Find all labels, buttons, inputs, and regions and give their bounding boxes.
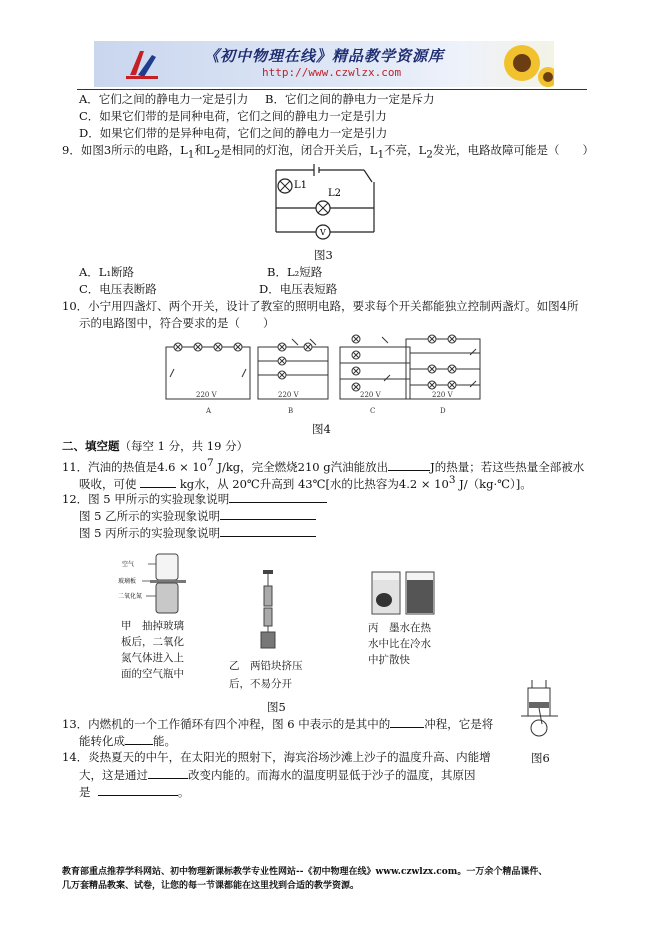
circuit-option-c <box>340 335 410 399</box>
q9-option-d: D．电压表短路 <box>259 282 338 296</box>
q8-option-a: A．它们之间的静电力一定是引力 <box>79 92 249 106</box>
q12-blank-bing[interactable] <box>220 525 316 537</box>
figure6-engine-diagram <box>518 676 562 742</box>
banner-title: 《初中物理在线》精品教学资源库 <box>204 47 445 65</box>
circuit-c-label: C <box>370 407 376 415</box>
header-rule <box>77 89 587 90</box>
q14-blank-reason[interactable] <box>98 784 178 796</box>
figure4-circuits <box>160 333 490 417</box>
circuit-a-voltage: 220 V <box>196 391 217 399</box>
q13-blank-energy[interactable] <box>125 733 153 745</box>
circuit-d-label: D <box>440 407 446 415</box>
q11-blank-heat[interactable] <box>388 459 430 471</box>
q10-line2: 示的电路图中，符合要求的是（ ） <box>79 316 275 330</box>
figure6-caption: 图6 <box>531 751 550 765</box>
footer-line1: 教育部重点推荐学科网站、初中物理新课标教学专业性网站--《初中物理在线》www.czwlzx.com。一万余个精品课件、 <box>62 867 548 877</box>
q9-option-a: A．L₁断路 <box>79 265 135 279</box>
q12-line2: 图 5 乙所示的实验现象说明 <box>79 508 316 524</box>
figure5-caption: 图5 <box>267 700 286 714</box>
banner-url[interactable]: http://www.czwlzx.com <box>262 66 402 79</box>
figure5-jia-diagram <box>118 550 190 622</box>
q12-blank-jia[interactable] <box>229 491 327 503</box>
jia-label-glass: 玻璃板 <box>118 578 137 585</box>
circuit-d-voltage: 220 V <box>432 391 453 399</box>
q11-blank-mass[interactable] <box>140 476 176 488</box>
site-logo <box>122 45 162 83</box>
circuit-a-label: A <box>206 407 212 415</box>
q14-line2: 大，这是通过 改变内能的。而海水的温度明显低于沙子的温度，其原因 <box>79 768 476 782</box>
q11-line1: 11．汽油的热值是$4.6 \times 10^7$ J/kg，完全燃烧210 g汽油能放出 J的热量；若这些热量全部被水 <box>62 457 585 474</box>
q8-option-c: C．如果它们带的是同种电荷，它们之间的静电力一定是引力 <box>79 109 387 123</box>
sunflower-image <box>486 41 554 87</box>
q13-line1: 13．内燃机的一个工作循环有四个冲程，图 6 中表示的是其中的 冲程，它是将 <box>62 717 494 731</box>
voltmeter-label: V <box>320 228 326 237</box>
figure5-bing-diagram <box>368 566 438 618</box>
q10-line1: 10．小宁用四盏灯、两个开关，设计了教室的照明电路，要求每个开关都能独立控制两盏灯。如图4所 <box>62 299 579 313</box>
figure5-yi-diagram <box>254 568 282 652</box>
q12-line1: 12．图 5 甲所示的实验现象说明 <box>62 491 327 507</box>
figure5-jia-text: 甲 抽掉玻璃 板后，二氧化 氮气体进入上 面的空气瓶中 <box>121 620 184 680</box>
footer-line2: 几万套精品教案、试卷，让您的每一节课都能在这里找到合适的教学资源。 <box>62 881 360 891</box>
jia-label-air: 空气 <box>122 561 135 568</box>
q9-option-c: C．电压表断路 <box>79 282 157 296</box>
lamp-l2-label: L2 <box>328 188 342 199</box>
q13-blank-stroke[interactable] <box>390 716 424 728</box>
figure4-caption: 图4 <box>312 422 331 436</box>
lamp-l1 <box>278 179 292 193</box>
q14-blank-method[interactable] <box>148 767 188 779</box>
circuit-b-label: B <box>288 407 294 415</box>
q12-blank-yi[interactable] <box>220 508 316 520</box>
q8-option-d: D．如果它们带的是异种电荷，它们之间的静电力一定是引力 <box>79 126 388 140</box>
site-banner <box>94 41 554 87</box>
q14-line3: 是 。 <box>79 785 190 799</box>
figure5-bing-text: 丙 墨水在热 水中比在冷水 中扩散快 <box>368 622 431 666</box>
circuit-c-voltage: 220 V <box>360 391 381 399</box>
figure5-yi-text: 乙 两铅块挤压 后，不易分开 <box>229 660 303 690</box>
circuit-option-b <box>258 339 328 399</box>
q11-line2: 吸收，可使 kg水，从 20℃升高到 43℃[水的比热容为$4.2 \times 10^3$ J/（kg·℃）]。 <box>79 474 532 491</box>
figure3-circuit <box>266 160 390 242</box>
figure3-caption: 图3 <box>314 248 333 262</box>
q12-line3: 图 5 丙所示的实验现象说明 <box>79 525 316 541</box>
lamp-l1-label: L1 <box>294 180 308 191</box>
q13-line2: 能转化成 能。 <box>79 734 176 748</box>
q9-stem: 9．如图3所示的电路，$L_1$和$L_2$是相同的灯泡，闭合开关后，$L_1$不亮，$L_2$发光，电路故障可能是（ ） <box>62 143 594 161</box>
lamp-l2 <box>316 201 330 215</box>
jia-label-no2: 二氧化氮 <box>118 593 143 600</box>
q14-line1: 14．炎热夏天的中午，在太阳光的照射下，海宾浴场沙滩上沙子的温度升高、内能增 <box>62 750 491 764</box>
section2-heading: 二、填空题（每空 1 分，共 19 分） <box>62 439 249 453</box>
q9-option-b: B．L₂短路 <box>267 265 323 279</box>
circuit-b-voltage: 220 V <box>278 391 299 399</box>
circuit-option-d <box>406 335 480 399</box>
q8-option-b: B．它们之间的静电力一定是斥力 <box>265 92 435 106</box>
